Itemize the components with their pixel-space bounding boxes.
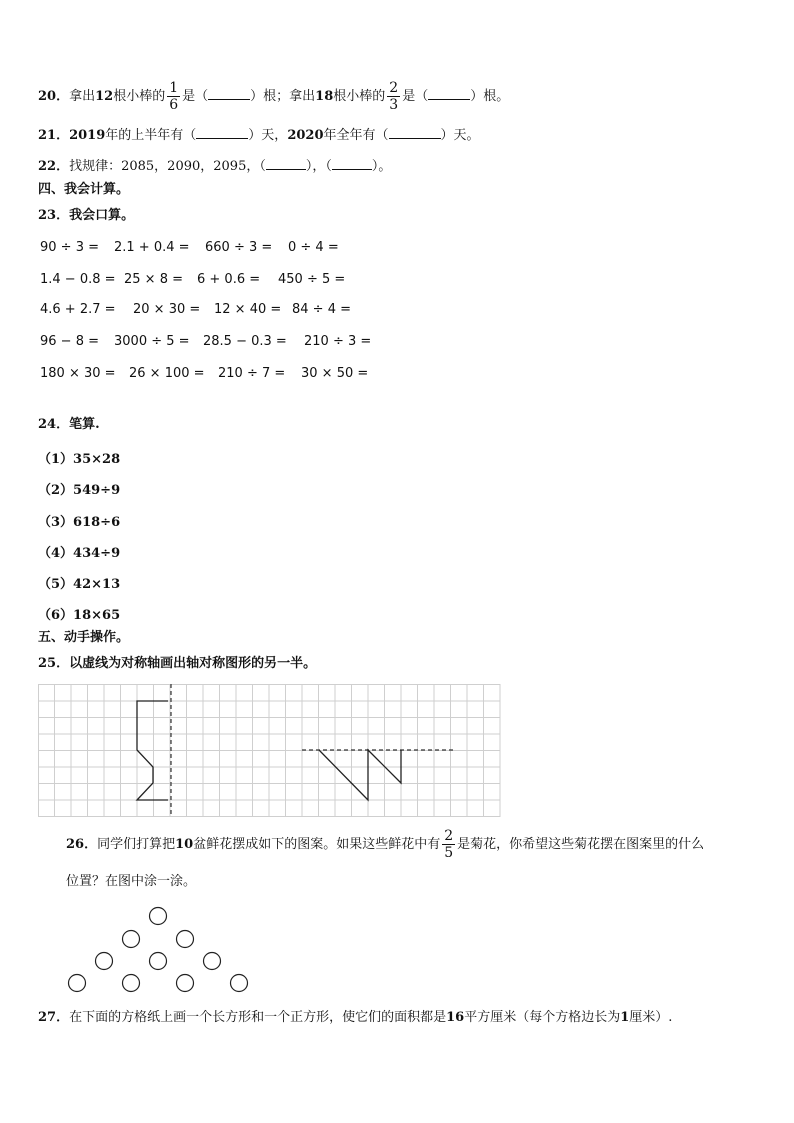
written-calc-item: （6）18×65 (38, 608, 121, 623)
question-26 (66, 828, 704, 861)
text: 根小棒的 (113, 89, 166, 104)
calc-item: 1.4 − 0.8 = (40, 272, 116, 287)
written-calc-item: （3）618÷6 (38, 515, 121, 530)
text: 是（ (182, 89, 209, 104)
fraction (387, 80, 400, 113)
calc-item: 12 × 40 = (214, 302, 282, 317)
calc-item: 210 ÷ 3 = (304, 334, 372, 349)
text: ）根。 (470, 89, 510, 104)
answer-blank[interactable] (428, 87, 470, 100)
fraction-numerator: 2 (444, 828, 454, 844)
flower-circle[interactable] (150, 953, 167, 970)
calc-item: 0 ÷ 4 = (288, 240, 339, 255)
number: 12 (95, 89, 114, 104)
calc-item: 4.6 + 2.7 = (40, 302, 116, 317)
text: ），（ (305, 159, 332, 174)
question-number: 21． (38, 128, 70, 143)
question-number: 22． (38, 159, 70, 174)
fraction-denominator: 6 (169, 97, 179, 113)
answer-blank[interactable] (389, 126, 441, 139)
flower-circle[interactable] (177, 931, 194, 948)
question-27 (38, 1010, 672, 1026)
calc-item: 6 + 0.6 = (197, 272, 261, 287)
flower-circle[interactable] (123, 931, 140, 948)
flower-circle[interactable] (231, 975, 248, 992)
calc-item: 660 ÷ 3 = (205, 240, 273, 255)
flower-circle[interactable] (150, 908, 167, 925)
calc-item: 28.5 − 0.3 = (203, 334, 287, 349)
text: 在下面的方格纸上画一个长方形和一个正方形，使它们的面积都是 (69, 1010, 447, 1025)
question-20 (38, 80, 509, 113)
question-24-title: 24．笔算. (38, 417, 100, 432)
number: 1 (620, 1010, 630, 1025)
section-heading-5: 五、动手操作。 (38, 630, 130, 645)
calc-item: 3000 ÷ 5 = (114, 334, 190, 349)
section-heading-4: 四、我会计算。 (38, 182, 130, 197)
written-calc-item: （1）35×28 (38, 452, 121, 467)
calc-item: 20 × 30 = (133, 302, 201, 317)
calc-item: 96 − 8 = (40, 334, 99, 349)
number: 10 (175, 837, 194, 852)
written-calc-item: （5）42×13 (38, 577, 121, 592)
question-25-title: 25．以虚线为对称轴画出轴对称图形的另一半。 (38, 656, 317, 671)
answer-blank[interactable] (196, 126, 248, 139)
number: 2020 (287, 128, 324, 143)
calc-item: 84 ÷ 4 = (292, 302, 351, 317)
calc-item: 2.1 + 0.4 = (114, 240, 190, 255)
written-calc-item: （2）549÷9 (38, 483, 121, 498)
text: ）。 (371, 159, 392, 174)
question-number: 27． (38, 1010, 70, 1025)
symmetry-grid[interactable] (38, 684, 503, 818)
question-26-line-2: 位置？在图中涂一涂。 (66, 874, 197, 889)
number: 18 (315, 89, 334, 104)
answer-blank[interactable] (266, 157, 306, 170)
question-number: 20． (38, 89, 70, 104)
fraction-numerator: 2 (389, 80, 399, 96)
text: 是菊花，你希望这些菊花摆在图案里的什么 (457, 837, 705, 852)
text: 找规律：2085，2090，2095，（ (69, 159, 266, 174)
calc-item: 25 × 8 = (124, 272, 183, 287)
number: 16 (446, 1010, 465, 1025)
text: 是（ (402, 89, 429, 104)
answer-blank[interactable] (208, 87, 250, 100)
calc-item: 90 ÷ 3 = (40, 240, 99, 255)
text: 年的上半年有（ (105, 128, 197, 143)
calc-item: 450 ÷ 5 = (278, 272, 346, 287)
text: 同学们打算把 (97, 837, 176, 852)
answer-blank[interactable] (332, 157, 372, 170)
flower-circle[interactable] (123, 975, 140, 992)
flower-circle[interactable] (96, 953, 113, 970)
text: 年全年有（ (323, 128, 389, 143)
question-21 (38, 126, 480, 144)
question-22 (38, 157, 391, 175)
calc-item: 30 × 50 = (301, 366, 369, 381)
text: ）天。 (440, 128, 480, 143)
fraction-denominator: 3 (389, 97, 399, 113)
fraction-numerator: 1 (169, 80, 179, 96)
text: ）根；拿出 (250, 89, 316, 104)
text: 拿出 (69, 89, 96, 104)
fraction (442, 828, 455, 861)
text: 根小棒的 (333, 89, 386, 104)
text: 平方厘米（每个方格边长为 (464, 1010, 621, 1025)
question-number: 26． (66, 837, 98, 852)
calc-item: 26 × 100 = (129, 366, 205, 381)
written-calc-item: （4）434÷9 (38, 546, 121, 561)
calc-item: 180 × 30 = (40, 366, 116, 381)
flower-circle[interactable] (204, 953, 221, 970)
calc-item: 210 ÷ 7 = (218, 366, 286, 381)
flower-circle[interactable] (177, 975, 194, 992)
fraction (167, 80, 180, 113)
half-shape-right (319, 750, 401, 800)
fraction-denominator: 5 (444, 845, 454, 861)
question-23-title: 23．我会口算。 (38, 208, 135, 223)
text: 厘米）. (629, 1010, 673, 1025)
flower-pattern (60, 905, 260, 995)
flower-circle[interactable] (69, 975, 86, 992)
text: 盆鲜花摆成如下的图案。如果这些鲜花中有 (193, 837, 441, 852)
number: 2019 (69, 128, 106, 143)
text: ）天， (248, 128, 288, 143)
